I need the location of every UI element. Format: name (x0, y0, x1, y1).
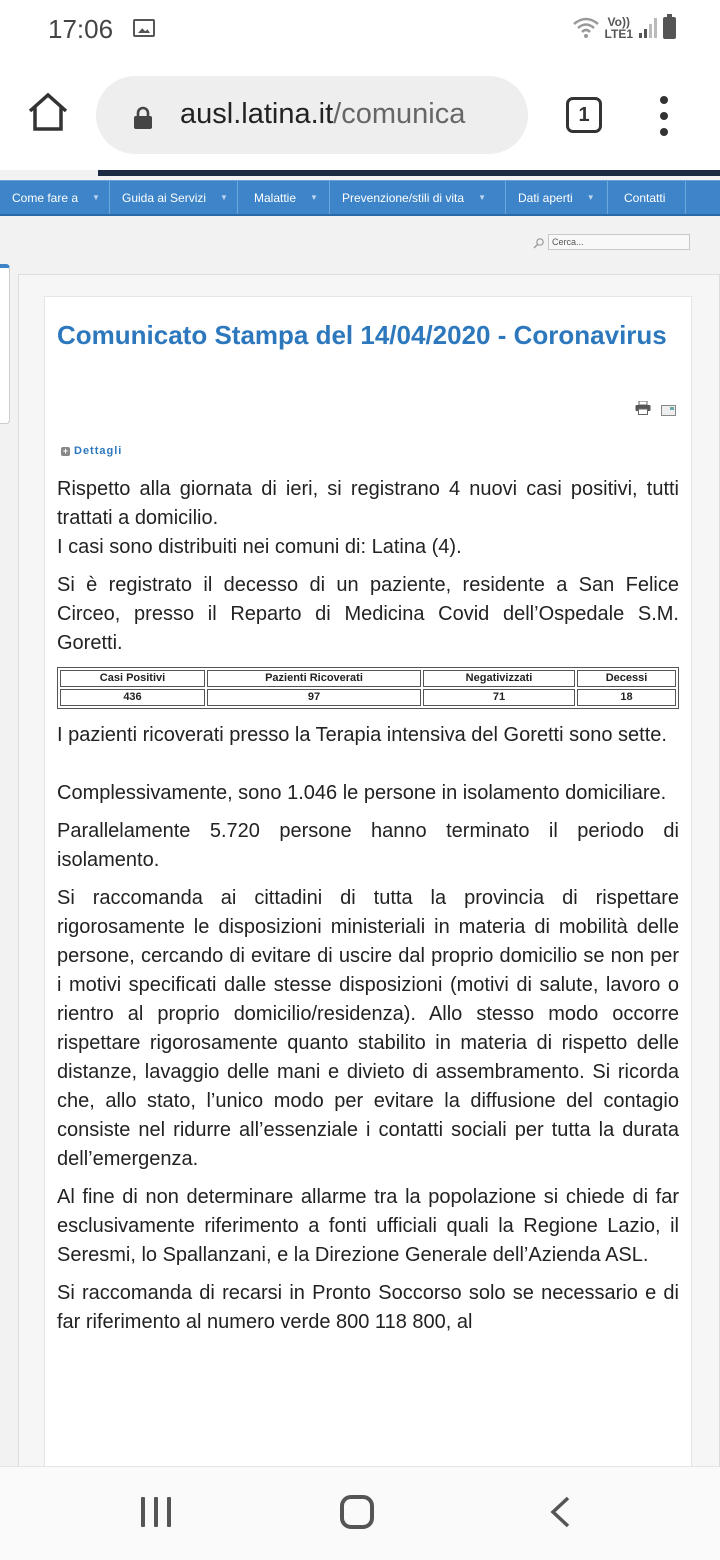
url-path: /comunica (333, 98, 466, 130)
search-icon[interactable] (533, 236, 545, 248)
paragraph: Al fine di non determinare allarme tra la popolazione si chiede di far esclusivamente riferimento a fonti ufficiali quali la Regione Lazio, il Seresmi, lo Spallanzani, e la Direzione Generale dell’Azienda ASL. (57, 1186, 679, 1266)
paragraph: Rispetto alla giornata di ieri, si registrano 4 nuovi casi positivi, tutti trattati a domicilio. I casi sono distribuiti nei comuni di: Latina (4). (57, 478, 679, 558)
lock-icon (133, 106, 153, 130)
chevron-down-icon: ▼ (478, 193, 486, 202)
recents-icon[interactable] (141, 1497, 171, 1527)
email-icon[interactable] (661, 403, 676, 414)
table-header-cell: Negativizzati (423, 670, 575, 687)
nav-item-prevenzione[interactable]: Prevenzione/stili di vita ▼ (330, 181, 506, 214)
nav-item-come-fare-a[interactable]: Come fare a ▼ (0, 181, 110, 214)
paragraph: Complessivamente, sono 1.046 le persone in isolamento domiciliare. (57, 782, 667, 804)
more-vert-icon[interactable] (654, 96, 674, 136)
browser-toolbar (0, 60, 720, 170)
signal-icon (639, 18, 657, 38)
home-icon[interactable] (26, 90, 70, 134)
chevron-down-icon: ▼ (92, 193, 100, 202)
article-body (57, 475, 679, 1346)
url-bar[interactable] (96, 76, 528, 154)
battery-icon (663, 17, 676, 39)
table-row (60, 689, 676, 706)
table-cell: 436 (60, 689, 205, 706)
image-icon (133, 19, 155, 37)
table-header-row (60, 670, 676, 687)
status-time: 17:06 (48, 14, 114, 44)
stats-table (57, 667, 679, 709)
status-bar (0, 0, 720, 60)
home-button-icon[interactable] (340, 1495, 374, 1529)
side-panel-tab[interactable] (0, 264, 10, 424)
site-search (0, 226, 720, 256)
paragraph: Si raccomanda ai cittadini di tutta la provincia di rispettare rigorosamente le disposizioni ministeriali in materia di mobilità delle persone, cercando di evitare di uscire dal proprio domicilio se non per i motivi specificati dalle stesse disposizioni (motivi di salute, lavoro o rientro al proprio domicilio/residenza). Allo stesso modo occorre rispettare rigorosamente quanto stabilito in materia di rispetto delle distanze, lavaggio delle mani e divieto di assembramento. Si ricorda che, allo stato, l’unico modo per evitare la diffusione del contagio consiste nel ridurre all’essenziale i contatti sociali per tutta la durata dell’emergenza. (57, 887, 679, 1170)
chevron-down-icon: ▼ (310, 193, 318, 202)
table-cell: 71 (423, 689, 575, 706)
table-header-cell: Pazienti Ricoverati (207, 670, 421, 687)
table-header-cell: Casi Positivi (60, 670, 205, 687)
nav-item-contatti[interactable]: Contatti (608, 181, 686, 214)
chevron-down-icon: ▼ (220, 193, 228, 202)
paragraph: Si è registrato il decesso di un paziente, residente a San Felice Circeo, presso il Reparto di Medicina Covid dell’Ospedale S.M. Goretti. (57, 574, 679, 654)
print-icon[interactable] (635, 401, 651, 415)
url-host: ausl.latina.it (180, 98, 334, 130)
nav-item-guida-ai-servizi[interactable]: Guida ai Servizi ▼ (110, 181, 238, 214)
system-nav-bar (0, 1466, 720, 1560)
search-input[interactable]: Cerca... (548, 234, 690, 250)
article-title: Comunicato Stampa del 14/04/2020 - Coronavirus (57, 320, 667, 350)
tab-switcher-button[interactable]: 1 (566, 97, 602, 133)
plus-icon: + (62, 445, 69, 456)
table-cell: 97 (207, 689, 421, 706)
nav-item-dati-aperti[interactable]: Dati aperti ▼ (506, 181, 608, 214)
header-strip (98, 170, 720, 176)
paragraph: Parallelamente 5.720 persone hanno terminato il periodo di isolamento. (57, 820, 679, 871)
site-nav (0, 180, 720, 216)
paragraph: I pazienti ricoverati presso la Terapia intensiva del Goretti sono sette. (57, 724, 667, 746)
network-type: Vo)) LTE1 (604, 15, 633, 41)
details-toggle[interactable]: + Dettagli (62, 445, 123, 457)
wifi-icon (573, 17, 599, 39)
status-icons (573, 16, 676, 40)
chevron-down-icon: ▼ (586, 193, 595, 202)
table-cell: 18 (577, 689, 676, 706)
table-header-cell: Decessi (577, 670, 676, 687)
back-icon[interactable] (548, 1495, 572, 1529)
web-page (0, 170, 720, 1466)
url-text (180, 98, 465, 131)
paragraph: Si raccomanda di recarsi in Pronto Soccorso solo se necessario e di far riferimento al numero verde 800 118 800, al (57, 1282, 679, 1333)
article (44, 296, 692, 1466)
nav-item-malattie[interactable]: Malattie ▼ (238, 181, 330, 214)
